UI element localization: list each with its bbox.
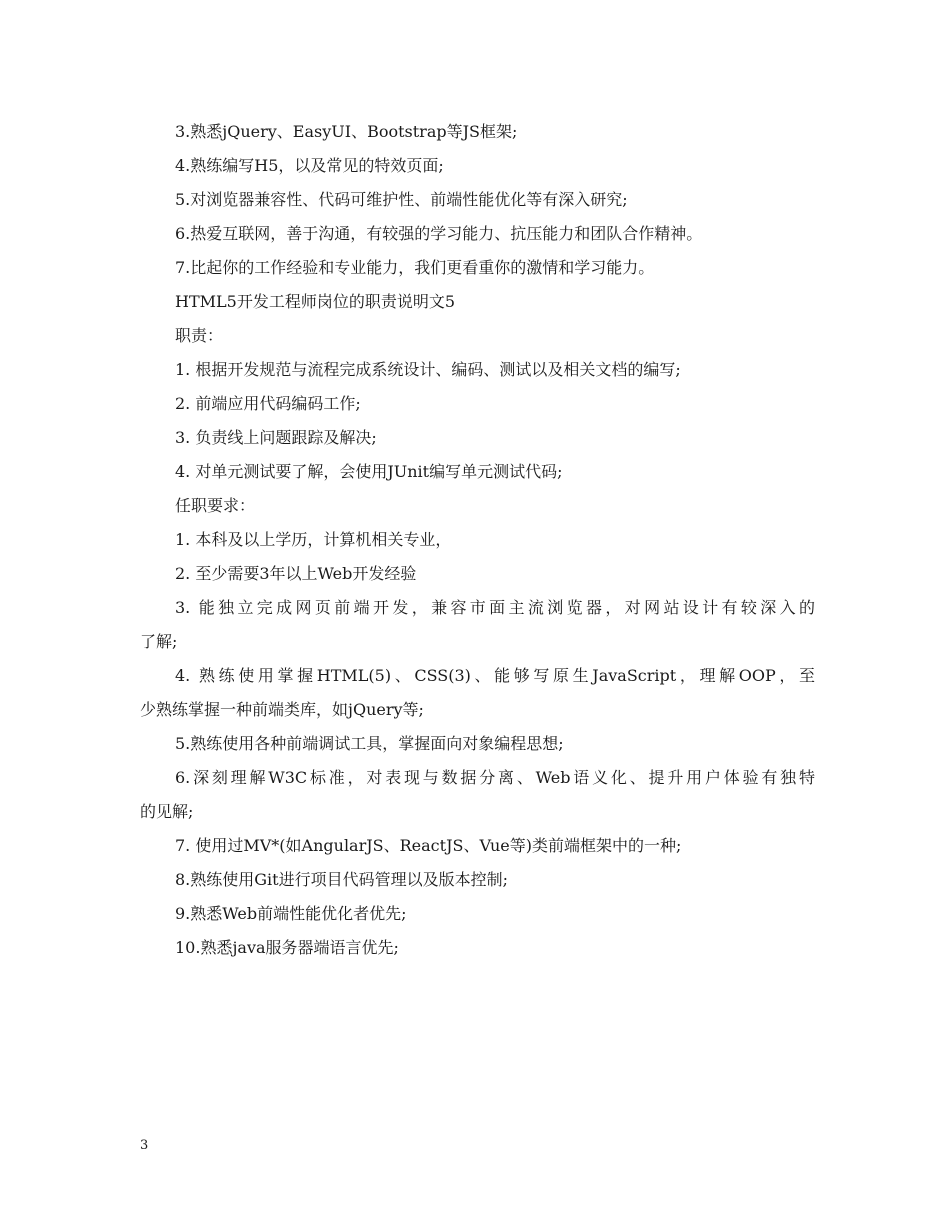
text-line: 3. 能独立完成网页前端开发，兼容市面主流浏览器，对网站设计有较深入的 (175, 598, 815, 617)
text-line: 5.熟练使用各种前端调试工具，掌握面向对象编程思想; (175, 734, 564, 753)
text-line: 3.熟悉jQuery、EasyUI、Bootstrap等JS框架; (175, 122, 518, 141)
text-line: 4. 对单元测试要了解，会使用JUnit编写单元测试代码; (175, 462, 563, 481)
text-line: 4. 熟练使用掌握HTML(5)、CSS(3)、能够写原生JavaScript，理解OOP，至 (175, 666, 815, 685)
page-number: 3 (140, 1138, 149, 1153)
text-line: 2. 前端应用代码编码工作; (175, 394, 361, 413)
text-line: 1. 本科及以上学历，计算机相关专业， (175, 530, 452, 549)
section-heading: HTML5开发工程师岗位的职责说明文5 (175, 292, 455, 311)
text-line: 7.比起你的工作经验和专业能力，我们更看重你的激情和学习能力。 (175, 258, 655, 277)
text-line: 8.熟练使用Git进行项目代码管理以及版本控制; (175, 870, 508, 889)
text-line: 4.熟练编写H5，以及常见的特效页面; (175, 156, 444, 175)
text-line: 7. 使用过MV*(如AngularJS、ReactJS、Vue等)类前端框架中的一种; (175, 836, 682, 855)
text-line: 2. 至少需要3年以上Web开发经验 (175, 564, 417, 583)
text-line: 1. 根据开发规范与流程完成系统设计、编码、测试以及相关文档的编写; (175, 360, 681, 379)
document-body (140, 115, 815, 965)
text-line: 6.深刻理解W3C标准，对表现与数据分离、Web语义化、提升用户体验有独特 (175, 768, 815, 787)
subheading-requirements: 任职要求： (175, 496, 256, 515)
text-line-continuation: 了解; (140, 632, 178, 651)
text-line: 9.熟悉Web前端性能优化者优先; (175, 904, 407, 923)
text-line: 5.对浏览器兼容性、代码可维护性、前端性能优化等有深入研究; (175, 190, 628, 209)
text-line: 6.热爱互联网，善于沟通，有较强的学习能力、抗压能力和团队合作精神。 (175, 224, 703, 243)
text-line-continuation: 少熟练掌握一种前端类库，如jQuery等; (140, 700, 424, 719)
text-line: 10.熟悉java服务器端语言优先; (175, 938, 399, 957)
text-line-continuation: 的见解; (140, 802, 194, 821)
subheading-duties: 职责： (175, 326, 224, 345)
text-line: 3. 负责线上问题跟踪及解决; (175, 428, 377, 447)
